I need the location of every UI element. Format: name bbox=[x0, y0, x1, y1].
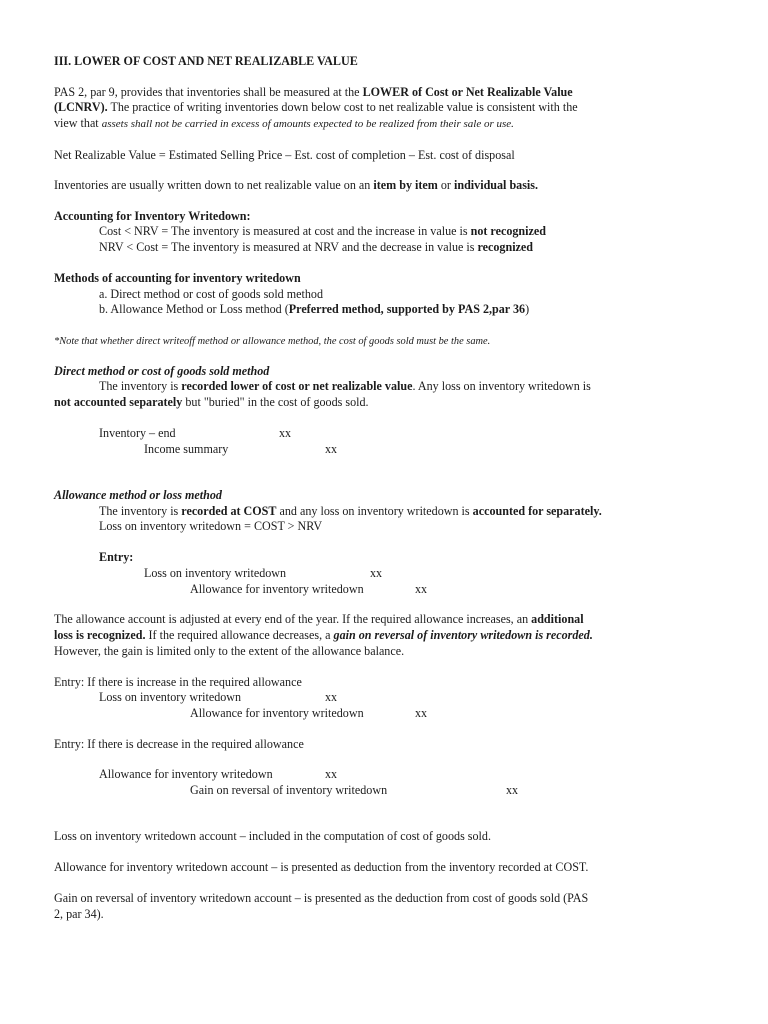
adjust-line-1: The allowance account is adjusted at every end of the year. If the required allowance increases, an additional bbox=[54, 612, 584, 626]
allowance-line-1: The inventory is recorded at COST and any loss on inventory writedown is accounted for separately. bbox=[99, 504, 602, 518]
direct-line-1: The inventory is recorded lower of cost or net realizable value. Any loss on inventory writedown is bbox=[99, 379, 591, 393]
direct-title: Direct method or cost of goods sold method bbox=[54, 364, 270, 378]
direct-entry-debit: Inventory – end bbox=[99, 426, 176, 440]
direct-entry-credit-amount: xx bbox=[325, 442, 338, 456]
direct-entry-debit-amount: xx bbox=[279, 426, 292, 440]
allowance-formula: Loss on inventory writedown = COST > NRV bbox=[99, 519, 323, 533]
allowance-entry-debit-amount: xx bbox=[370, 566, 383, 580]
decrease-entry-debit-amount: xx bbox=[325, 767, 338, 781]
presentation-gain-line-1: Gain on reversal of inventory writedown account – is presented as the deduction from cost of goods sold (PAS bbox=[54, 891, 589, 905]
accounting-line-1: Cost < NRV = The inventory is measured at cost and the increase in value is not recognized bbox=[99, 224, 546, 238]
decrease-entry-credit: Gain on reversal of inventory writedown bbox=[190, 783, 388, 797]
allowance-entry-credit-amount: xx bbox=[415, 582, 428, 596]
writedown-basis: Inventories are usually written down to net realizable value on an item by item or individual basis. bbox=[54, 178, 539, 192]
adjust-line-2: loss is recognized. If the required allowance decreases, a gain on reversal of inventory writedown is recorded. bbox=[54, 628, 593, 642]
allowance-entry-credit: Allowance for inventory writedown bbox=[190, 582, 364, 596]
decrease-entry-credit-amount: xx bbox=[506, 783, 519, 797]
direct-entry-credit: Income summary bbox=[144, 442, 229, 456]
allowance-title: Allowance method or loss method bbox=[54, 488, 222, 502]
methods-title: Methods of accounting for inventory writedown bbox=[54, 271, 301, 285]
allowance-entry-debit: Loss on inventory writedown bbox=[144, 566, 287, 580]
accounting-title: Accounting for Inventory Writedown: bbox=[54, 209, 251, 223]
increase-entry-debit-amount: xx bbox=[325, 690, 338, 704]
presentation-allowance: Allowance for inventory writedown account – is presented as deduction from the inventory recorded at COST. bbox=[54, 860, 589, 874]
intro-line-1: PAS 2, par 9, provides that inventories shall be measured at the LOWER of Cost or Net Realizable Value bbox=[54, 85, 573, 99]
increase-entry-credit: Allowance for inventory writedown bbox=[190, 706, 364, 720]
accounting-line-2: NRV < Cost = The inventory is measured at NRV and the decrease in value is recognized bbox=[99, 240, 534, 254]
method-a: a. Direct method or cost of goods sold method bbox=[99, 287, 324, 301]
method-b: b. Allowance Method or Loss method (Preferred method, supported by PAS 2,par 36) bbox=[99, 302, 530, 316]
nrv-formula: Net Realizable Value = Estimated Selling Price – Est. cost of completion – Est. cost of disposal bbox=[54, 148, 515, 162]
decrease-entry-debit: Allowance for inventory writedown bbox=[99, 767, 273, 781]
intro-line-2: (LCNRV). The practice of writing inventories down below cost to net realizable value is consistent with the bbox=[54, 100, 578, 114]
page-title: III. LOWER OF COST AND NET REALIZABLE VALUE bbox=[54, 54, 358, 68]
direct-line-2: not accounted separately but "buried" in the cost of goods sold. bbox=[54, 395, 369, 409]
presentation-gain-line-2: 2, par 34). bbox=[54, 907, 104, 921]
allowance-entry-label: Entry: bbox=[99, 550, 134, 564]
increase-entry-label: Entry: If there is increase in the required allowance bbox=[54, 675, 302, 689]
increase-entry-debit: Loss on inventory writedown bbox=[99, 690, 242, 704]
decrease-entry-label: Entry: If there is decrease in the required allowance bbox=[54, 737, 304, 751]
increase-entry-credit-amount: xx bbox=[415, 706, 428, 720]
adjust-line-3: However, the gain is limited only to the extent of the allowance balance. bbox=[54, 644, 405, 658]
presentation-loss: Loss on inventory writedown account – included in the computation of cost of goods sold. bbox=[54, 829, 491, 843]
intro-line-3: view that assets shall not be carried in excess of amounts expected to be realized from their sale or use. bbox=[54, 116, 514, 130]
note: *Note that whether direct writeoff method or allowance method, the cost of goods sold must be the same. bbox=[54, 336, 491, 347]
